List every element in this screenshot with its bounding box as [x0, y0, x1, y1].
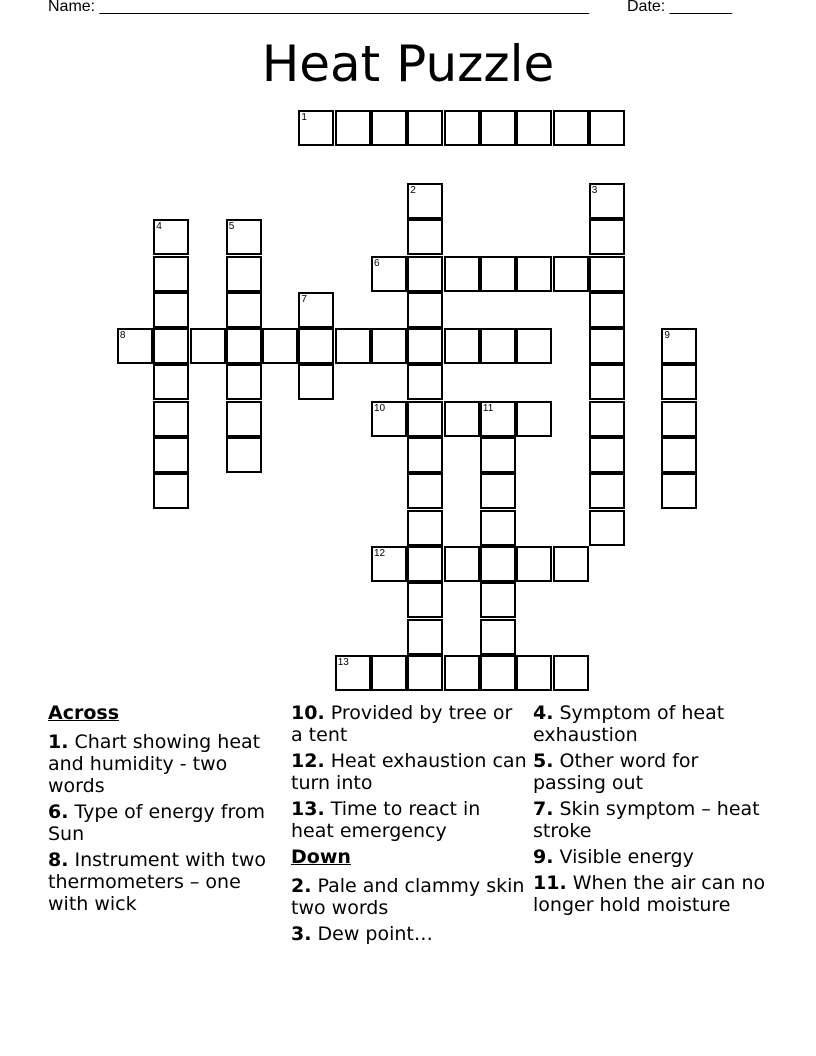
grid-cell[interactable] [480, 546, 516, 582]
clue-number: 11. [533, 872, 567, 894]
grid-cell[interactable] [153, 292, 189, 328]
grid-cell[interactable] [153, 401, 189, 437]
grid-cell[interactable] [589, 328, 625, 364]
grid-cell[interactable] [589, 256, 625, 292]
grid-cell[interactable] [153, 437, 189, 473]
grid-cell[interactable] [226, 292, 262, 328]
clue-text: Visible energy [559, 846, 694, 868]
grid-cell[interactable] [553, 546, 589, 582]
grid-cell[interactable] [407, 473, 443, 509]
grid-cell[interactable] [298, 364, 334, 400]
grid-cell[interactable] [589, 437, 625, 473]
clue-number: 3. [291, 923, 312, 945]
clue-text: Skin symptom – heat stroke [533, 798, 760, 842]
cell-number: 10 [374, 402, 386, 414]
grid-cell[interactable] [226, 401, 262, 437]
grid-cell[interactable] [480, 110, 516, 146]
grid-cell[interactable] [407, 582, 443, 618]
grid-cell[interactable] [516, 655, 552, 691]
grid-cell[interactable] [589, 219, 625, 255]
grid-cell[interactable] [298, 328, 334, 364]
clue-down-4 [533, 702, 769, 746]
grid-cell[interactable] [153, 328, 189, 364]
grid-cell[interactable] [444, 110, 480, 146]
cell-number: 13 [337, 656, 349, 668]
grid-cell[interactable] [516, 256, 552, 292]
grid-cell[interactable] [407, 619, 443, 655]
grid-cell[interactable] [589, 110, 625, 146]
cell-number: 6 [374, 257, 380, 269]
grid-cell[interactable] [262, 328, 298, 364]
cell-number: 11 [482, 402, 494, 414]
clue-number: 12. [291, 750, 325, 772]
clue-text: Chart showing heat and humidity - two words [48, 731, 261, 797]
clue-number: 5. [533, 750, 554, 772]
clue-across-8 [48, 849, 284, 915]
across-heading: Across [48, 702, 120, 724]
grid-cell[interactable] [407, 655, 443, 691]
cell-number: 4 [156, 221, 162, 233]
grid-cell[interactable] [661, 401, 697, 437]
clue-text: Symptom of heat exhaustion [533, 702, 725, 746]
grid-cell[interactable] [516, 401, 552, 437]
cell-number: 12 [374, 547, 386, 559]
clue-text: Type of energy from Sun [48, 801, 265, 845]
grid-cell[interactable] [480, 510, 516, 546]
grid-cell[interactable] [371, 328, 407, 364]
clue-number: 2. [291, 875, 312, 897]
grid-cell[interactable] [480, 437, 516, 473]
clue-text: Provided by tree or a tent [291, 702, 513, 746]
grid-cell[interactable] [190, 328, 226, 364]
clues-column-2 [291, 702, 527, 949]
clue-down-9 [533, 846, 769, 868]
grid-cell[interactable] [553, 256, 589, 292]
grid-cell[interactable] [407, 256, 443, 292]
grid-cell[interactable] [480, 328, 516, 364]
grid-cell[interactable] [407, 364, 443, 400]
grid-cell[interactable] [661, 473, 697, 509]
cell-number: 2 [410, 184, 416, 196]
clue-across-1 [48, 731, 284, 797]
grid-cell[interactable] [661, 437, 697, 473]
grid-cell[interactable] [407, 401, 443, 437]
grid-cell[interactable] [480, 473, 516, 509]
grid-cell[interactable] [553, 110, 589, 146]
clue-across-12 [291, 750, 527, 794]
grid-cell[interactable] [589, 364, 625, 400]
clue-text: Dew point… [317, 923, 433, 945]
grid-cell[interactable] [407, 292, 443, 328]
grid-cell[interactable] [444, 401, 480, 437]
clue-down-7 [533, 798, 769, 842]
clue-number: 6. [48, 801, 69, 823]
clue-down-5 [533, 750, 769, 794]
clue-number: 13. [291, 798, 325, 820]
grid-cell[interactable] [480, 582, 516, 618]
clue-number: 8. [48, 849, 69, 871]
clue-text: Instrument with two thermometers – one with wick [48, 849, 267, 915]
cell-number: 1 [301, 112, 307, 124]
clue-down-11 [533, 872, 769, 916]
grid-cell[interactable] [589, 510, 625, 546]
date-field: Date: _______ [627, 0, 732, 15]
grid-cell[interactable] [407, 219, 443, 255]
clue-number: 9. [533, 846, 554, 868]
clue-text: Time to react in heat emergency [291, 798, 481, 842]
grid-cell[interactable] [407, 110, 443, 146]
grid-cell[interactable] [407, 437, 443, 473]
grid-cell[interactable] [480, 655, 516, 691]
grid-cell[interactable] [444, 655, 480, 691]
clue-down-3 [291, 923, 527, 945]
grid-cell[interactable] [371, 655, 407, 691]
grid-cell[interactable] [407, 328, 443, 364]
cell-number: 7 [301, 293, 307, 305]
clues-column-1 [48, 702, 284, 919]
clue-number: 7. [533, 798, 554, 820]
clue-text: When the air can no longer hold moisture [533, 872, 766, 916]
grid-cell[interactable] [226, 256, 262, 292]
grid-cell[interactable] [589, 292, 625, 328]
grid-cell[interactable] [480, 256, 516, 292]
grid-cell[interactable] [335, 328, 371, 364]
grid-cell[interactable] [226, 328, 262, 364]
grid-cell[interactable] [226, 437, 262, 473]
grid-cell[interactable] [589, 401, 625, 437]
grid-cell[interactable] [407, 510, 443, 546]
grid-cell[interactable] [153, 256, 189, 292]
clue-text: Heat exhaustion can turn into [291, 750, 527, 794]
clue-number: 4. [533, 702, 554, 724]
name-field: Name: _______________________________________________________ [48, 0, 589, 15]
grid-cell[interactable] [661, 364, 697, 400]
clue-across-6 [48, 801, 284, 845]
grid-cell[interactable] [516, 546, 552, 582]
grid-cell[interactable] [335, 110, 371, 146]
grid-cell[interactable] [516, 110, 552, 146]
grid-cell[interactable] [553, 655, 589, 691]
grid-cell[interactable] [226, 364, 262, 400]
cell-number: 5 [228, 221, 235, 233]
clue-across-13 [291, 798, 527, 842]
clue-number: 10. [291, 702, 325, 724]
grid-cell[interactable] [407, 546, 443, 582]
puzzle-title: Heat Puzzle [261, 35, 555, 93]
grid-cell[interactable] [153, 473, 189, 509]
grid-cell[interactable] [516, 328, 552, 364]
clue-down-2 [291, 875, 527, 919]
grid-cell[interactable] [589, 473, 625, 509]
grid-cell[interactable] [371, 110, 407, 146]
clues-column-3 [533, 702, 769, 920]
grid-cell[interactable] [444, 256, 480, 292]
grid-cell[interactable] [153, 364, 189, 400]
clue-text: Pale and clammy skin two words [291, 875, 525, 919]
grid-cell[interactable] [444, 328, 480, 364]
grid-cell[interactable] [444, 546, 480, 582]
grid-cell[interactable] [480, 619, 516, 655]
clue-number: 1. [48, 731, 69, 753]
cell-number: 8 [119, 330, 126, 342]
cell-number: 9 [664, 330, 670, 342]
clue-text: Other word for passing out [533, 750, 699, 794]
clue-across-10 [291, 702, 527, 746]
cell-number: 3 [591, 184, 598, 196]
down-heading: Down [291, 846, 351, 868]
